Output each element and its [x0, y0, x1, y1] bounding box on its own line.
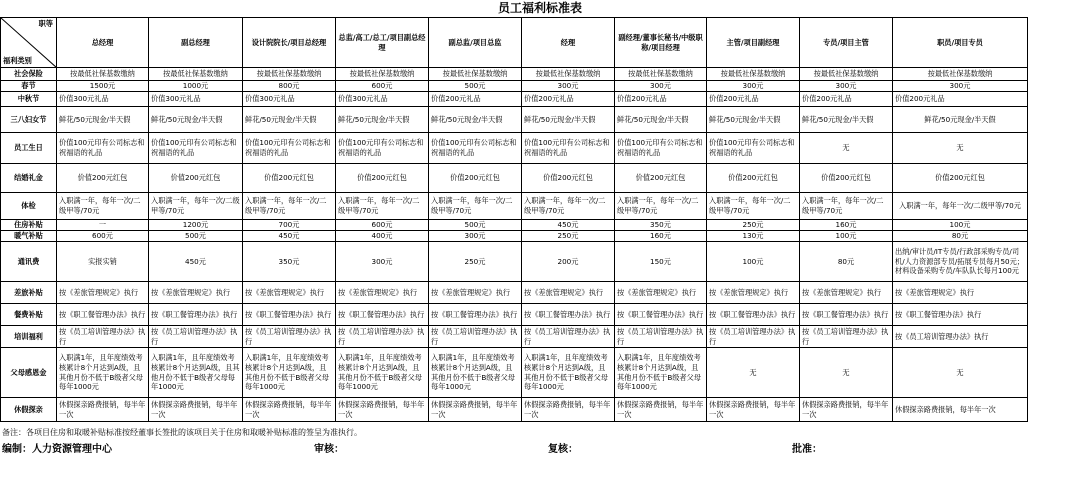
table-cell: 按《职工餐管理办法》执行 — [57, 304, 149, 326]
table-cell: 250元 — [429, 242, 522, 282]
table-cell: 休假探亲路费报销，每半年一次 — [336, 398, 429, 422]
row-social — [1, 68, 1028, 81]
header-cell: 副经理/董事长秘书/中级职称/项目经理 — [615, 18, 707, 68]
table-cell: 500元 — [429, 81, 522, 92]
checker-label: 复核： — [548, 444, 578, 455]
row-training — [1, 326, 1028, 348]
table-cell: 休假探亲路费报销，每半年一次 — [429, 398, 522, 422]
table-cell: 按《职工餐管理办法》执行 — [800, 304, 893, 326]
header-cell: 总监/高工/总工/项目副总经理 — [336, 18, 429, 68]
table-cell: 700元 — [243, 220, 336, 231]
table-cell: 入职满1年，且年度绩效考核累计8个月达到A级，且其他月份不低于B级者父母每年1000元 — [57, 348, 149, 398]
table-cell: 450元 — [243, 231, 336, 242]
table-cell: 80元 — [800, 242, 893, 282]
table-cell: 150元 — [615, 242, 707, 282]
category-label: 父母感恩金 — [1, 348, 57, 398]
table-cell: 出纳/审计员/IT专员/行政部采购专员/司机/人力资源部专员/拓展专员每月50元；材料设备采购专员/车队队长每月100元 — [893, 242, 1028, 282]
table-cell: 按《职工餐管理办法》执行 — [893, 304, 1028, 326]
header-cell: 总经理 — [57, 18, 149, 68]
table-cell: 按最低社保基数缴纳 — [149, 68, 243, 81]
table-cell: 价值100元印有公司标志和祝福语的礼品 — [336, 133, 429, 164]
table-cell: 无 — [800, 348, 893, 398]
table-cell: 按《职工餐管理办法》执行 — [243, 304, 336, 326]
table-cell: 200元 — [522, 242, 615, 282]
table-cell: 按《差旅管理规定》执行 — [429, 282, 522, 304]
table-cell: 160元 — [800, 220, 893, 231]
table-cell: 价值100元印有公司标志和祝福语的礼品 — [429, 133, 522, 164]
table-cell: 无 — [893, 133, 1028, 164]
table-cell: 价值100元印有公司标志和祝福语的礼品 — [57, 133, 149, 164]
table-cell: 鲜花/50元现金/半天假 — [707, 107, 800, 133]
table-cell: 入职满一年，每年一次/二级甲等/70元 — [615, 193, 707, 220]
table-cell: 入职满一年，每年一次/二级甲等/70元 — [336, 193, 429, 220]
row-meal — [1, 304, 1028, 326]
table-cell: 价值200元红包 — [615, 164, 707, 193]
row-travel — [1, 282, 1028, 304]
header-cell: 副总经理 — [149, 18, 243, 68]
table-cell: 按《员工培训管理办法》执行 — [57, 326, 149, 348]
table-cell: 价值200元红包 — [57, 164, 149, 193]
table-cell: 鲜花/50元现金/半天假 — [57, 107, 149, 133]
table-cell: 按《差旅管理规定》执行 — [615, 282, 707, 304]
table-cell: 按《员工培训管理办法》执行 — [522, 326, 615, 348]
table-cell: 500元 — [429, 220, 522, 231]
table-cell: 入职满1年，且年度绩效考核累计8个月达到A级，且其他月份不低于B级者父母每年1000元 — [615, 348, 707, 398]
table-cell: 300元 — [336, 242, 429, 282]
table-cell: 价值200元红包 — [149, 164, 243, 193]
table-cell: 按最低社保基数缴纳 — [429, 68, 522, 81]
row-women — [1, 107, 1028, 133]
table-cell: 休假探亲路费报销，每半年一次 — [57, 398, 149, 422]
table-cell: 休假探亲路费报销，每半年一次 — [615, 398, 707, 422]
table-cell: 按《职工餐管理办法》执行 — [522, 304, 615, 326]
table-cell: 按《差旅管理规定》执行 — [707, 282, 800, 304]
category-label: 通讯费 — [1, 242, 57, 282]
table-cell: 100元 — [893, 220, 1028, 231]
row-birthday — [1, 133, 1028, 164]
table-cell: 价值200元礼品 — [800, 92, 893, 107]
table-cell: 300元 — [893, 81, 1028, 92]
table-cell: 价值200元礼品 — [429, 92, 522, 107]
table-cell: 入职满一年，每年一次/二级甲等/70元 — [149, 193, 243, 220]
header-cell: 专员/项目主管 — [800, 18, 893, 68]
table-cell: 500元 — [149, 231, 243, 242]
row-checkup — [1, 193, 1028, 220]
table-cell: 按《差旅管理规定》执行 — [893, 282, 1028, 304]
header-cell: 职员/项目专员 — [893, 18, 1028, 68]
reviewer-label: 审核： — [314, 444, 344, 455]
table-cell: 价值200元红包 — [522, 164, 615, 193]
table-cell: 600元 — [336, 220, 429, 231]
table-cell: 按《差旅管理规定》执行 — [522, 282, 615, 304]
row-parents — [1, 348, 1028, 398]
table-cell: 130元 — [707, 231, 800, 242]
table-cell: 价值200元礼品 — [615, 92, 707, 107]
header-cell: 经理 — [522, 18, 615, 68]
table-cell: 300元 — [707, 81, 800, 92]
category-label: 餐费补贴 — [1, 304, 57, 326]
header-cell: 设计院院长/项目总经理 — [243, 18, 336, 68]
header-row — [1, 18, 1028, 68]
table-cell: 休假探亲路费报销，每半年一次 — [800, 398, 893, 422]
table-cell: 100元 — [707, 242, 800, 282]
table-cell: 价值200元礼品 — [893, 92, 1028, 107]
table-cell: 300元 — [800, 81, 893, 92]
table-cell: 160元 — [615, 231, 707, 242]
table-cell: 实报实销 — [57, 242, 149, 282]
table-cell: 入职满一年，每年一次/二级甲等/70元 — [243, 193, 336, 220]
table-cell: 按《职工餐管理办法》执行 — [429, 304, 522, 326]
category-label: 体检 — [1, 193, 57, 220]
signoff-footer — [0, 442, 1080, 458]
table-cell: 无 — [707, 348, 800, 398]
table-cell: 按最低社保基数缴纳 — [336, 68, 429, 81]
table-cell: 鲜花/50元现金/半天假 — [522, 107, 615, 133]
table-cell: 800元 — [243, 81, 336, 92]
table-cell: 按《员工培训管理办法》执行 — [893, 326, 1028, 348]
table-cell: 按最低社保基数缴纳 — [243, 68, 336, 81]
table-cell: 600元 — [336, 81, 429, 92]
table-cell: 按最低社保基数缴纳 — [707, 68, 800, 81]
table-cell: 鲜花/50元现金/半天假 — [336, 107, 429, 133]
table-cell: 按《员工培训管理办法》执行 — [429, 326, 522, 348]
table-cell: 入职满一年，每年一次/二级甲等/70元 — [800, 193, 893, 220]
table-cell: 按《职工餐管理办法》执行 — [336, 304, 429, 326]
table-cell: 1000元 — [149, 81, 243, 92]
table-cell: 按《员工培训管理办法》执行 — [800, 326, 893, 348]
table-cell: 入职满一年，每年一次/二级甲等/70元 — [429, 193, 522, 220]
table-cell: 无 — [800, 133, 893, 164]
table-cell: 1500元 — [57, 81, 149, 92]
table-cell: 按《员工培训管理办法》执行 — [336, 326, 429, 348]
table-cell: 按《差旅管理规定》执行 — [336, 282, 429, 304]
table-cell: 400元 — [336, 231, 429, 242]
table-cell: 250元 — [707, 220, 800, 231]
table-cell: 按《职工餐管理办法》执行 — [149, 304, 243, 326]
table-cell: 价值300元礼品 — [57, 92, 149, 107]
table-cell: 按《员工培训管理办法》执行 — [149, 326, 243, 348]
table-cell: 价值100元印有公司标志和祝福语的礼品 — [243, 133, 336, 164]
table-title: 员工福利标准表 — [497, 1, 582, 15]
table-cell: 价值300元礼品 — [149, 92, 243, 107]
table-cell: 按《差旅管理规定》执行 — [57, 282, 149, 304]
table-cell: 入职满1年，且年度绩效考核累计8个月达到A级，且其他月份不低于B级者父母每年1000元 — [336, 348, 429, 398]
table-cell: 价值200元红包 — [429, 164, 522, 193]
category-label: 住房补贴 — [1, 220, 57, 231]
table-cell: 价值200元礼品 — [707, 92, 800, 107]
table-cell: 鲜花/50元现金/半天假 — [893, 107, 1028, 133]
table-cell: 按《员工培训管理办法》执行 — [615, 326, 707, 348]
header-cell: 主管/项目副经理 — [707, 18, 800, 68]
table-cell: 入职满一年，每年一次/二级甲等/70元 — [57, 193, 149, 220]
approver-label: 批准： — [792, 444, 822, 455]
table-cell: 按《员工培训管理办法》执行 — [707, 326, 800, 348]
table-cell: 600元 — [57, 231, 149, 242]
table-cell: 按《差旅管理规定》执行 — [243, 282, 336, 304]
category-label: 结婚礼金 — [1, 164, 57, 193]
category-label: 暖气补贴 — [1, 231, 57, 242]
corner-top-label: 职等 — [38, 19, 53, 28]
table-cell: 1200元 — [149, 220, 243, 231]
category-label: 中秋节 — [1, 92, 57, 107]
category-label: 差旅补贴 — [1, 282, 57, 304]
table-cell: 入职满1年，且年度绩效考核累计8个月达到A级，且其他月份不低于B级者父母每年1000元 — [243, 348, 336, 398]
table-cell: 按《差旅管理规定》执行 — [149, 282, 243, 304]
compiler-label: 编制：人力资源管理中心 — [2, 444, 112, 455]
category-label: 社会保险 — [1, 68, 57, 81]
table-cell: 按最低社保基数缴纳 — [57, 68, 149, 81]
table-cell: 按最低社保基数缴纳 — [522, 68, 615, 81]
table-cell: 入职满1年，且年度绩效考核累计8个月达到A级，且其他月份不低于B级者父母每年1000元 — [429, 348, 522, 398]
category-label: 员工生日 — [1, 133, 57, 164]
benefits-table — [0, 17, 1028, 422]
table-cell: 入职满1年，且年度绩效考核累计8个月达到A级，且其他月份不低于B级者父母每年1000元 — [149, 348, 243, 398]
table-cell: 鲜花/50元现金/半天假 — [429, 107, 522, 133]
table-cell: 按《差旅管理规定》执行 — [800, 282, 893, 304]
category-label: 培训福利 — [1, 326, 57, 348]
header-cell: 副总监/项目总监 — [429, 18, 522, 68]
row-wedding — [1, 164, 1028, 193]
table-cell: 休假探亲路费报销，每半年一次 — [707, 398, 800, 422]
row-housing — [1, 220, 1028, 231]
table-cell: 鲜花/50元现金/半天假 — [243, 107, 336, 133]
table-cell: 80元 — [893, 231, 1028, 242]
table-cell: 入职满一年，每年一次/二级甲等/70元 — [893, 193, 1028, 220]
table-cell: 350元 — [243, 242, 336, 282]
table-cell: 价值100元印有公司标志和祝福语的礼品 — [615, 133, 707, 164]
table-cell: 按《职工餐管理办法》执行 — [707, 304, 800, 326]
footnote: 备注：各项目住房和取暖补贴标准按经董事长签批的该项目关于住房和取暖补贴标准的签呈为准执行。 — [2, 428, 362, 437]
category-label: 三八妇女节 — [1, 107, 57, 133]
table-cell: 价值100元印有公司标志和祝福语的礼品 — [522, 133, 615, 164]
row-homeleave — [1, 398, 1028, 422]
table-cell: 350元 — [615, 220, 707, 231]
table-cell: 价值200元红包 — [800, 164, 893, 193]
corner-cell — [1, 18, 57, 68]
table-cell: 300元 — [429, 231, 522, 242]
table-cell: 鲜花/50元现金/半天假 — [615, 107, 707, 133]
table-cell: 价值200元红包 — [336, 164, 429, 193]
table-cell: 300元 — [522, 81, 615, 92]
table-cell: 价值300元礼品 — [336, 92, 429, 107]
table-cell: 价值100元印有公司标志和祝福语的礼品 — [707, 133, 800, 164]
table-cell: 按《员工培训管理办法》执行 — [243, 326, 336, 348]
table-cell: 无 — [893, 348, 1028, 398]
row-spring — [1, 81, 1028, 92]
table-cell: 休假探亲路费报销，每半年一次 — [893, 398, 1028, 422]
table-cell: 价值200元红包 — [707, 164, 800, 193]
table-cell: 鲜花/50元现金/半天假 — [149, 107, 243, 133]
table-cell: 休假探亲路费报销，每半年一次 — [522, 398, 615, 422]
table-cell: 250元 — [522, 231, 615, 242]
category-label: 休假探亲 — [1, 398, 57, 422]
table-cell: 鲜花/50元现金/半天假 — [800, 107, 893, 133]
table-cell: 价值200元红包 — [243, 164, 336, 193]
table-cell: 价值300元礼品 — [243, 92, 336, 107]
table-cell: 入职满一年，每年一次/二级甲等/70元 — [707, 193, 800, 220]
table-cell: 入职满1年，且年度绩效考核累计8个月达到A级，且其他月份不低于B级者父母每年1000元 — [522, 348, 615, 398]
table-cell: 休假探亲路费报销，每半年一次 — [149, 398, 243, 422]
category-label: 春节 — [1, 81, 57, 92]
table-cell: 入职满一年，每年一次/二级甲等/70元 — [522, 193, 615, 220]
table-cell: 按最低社保基数缴纳 — [615, 68, 707, 81]
table-cell: 450元 — [149, 242, 243, 282]
row-phone — [1, 242, 1028, 282]
table-cell: 100元 — [800, 231, 893, 242]
row-autumn — [1, 92, 1028, 107]
table-cell: 按最低社保基数缴纳 — [800, 68, 893, 81]
table-cell: 休假探亲路费报销，每半年一次 — [243, 398, 336, 422]
table-cell: 一 — [57, 220, 149, 231]
corner-bottom-label: 福利类别 — [3, 56, 32, 66]
table-cell: 450元 — [522, 220, 615, 231]
table-cell: 价值100元印有公司标志和祝福语的礼品 — [149, 133, 243, 164]
table-cell: 按《职工餐管理办法》执行 — [615, 304, 707, 326]
table-cell: 按最低社保基数缴纳 — [893, 68, 1028, 81]
row-heating — [1, 231, 1028, 242]
table-cell: 300元 — [615, 81, 707, 92]
table-cell: 价值200元礼品 — [522, 92, 615, 107]
table-cell: 价值200元红包 — [893, 164, 1028, 193]
